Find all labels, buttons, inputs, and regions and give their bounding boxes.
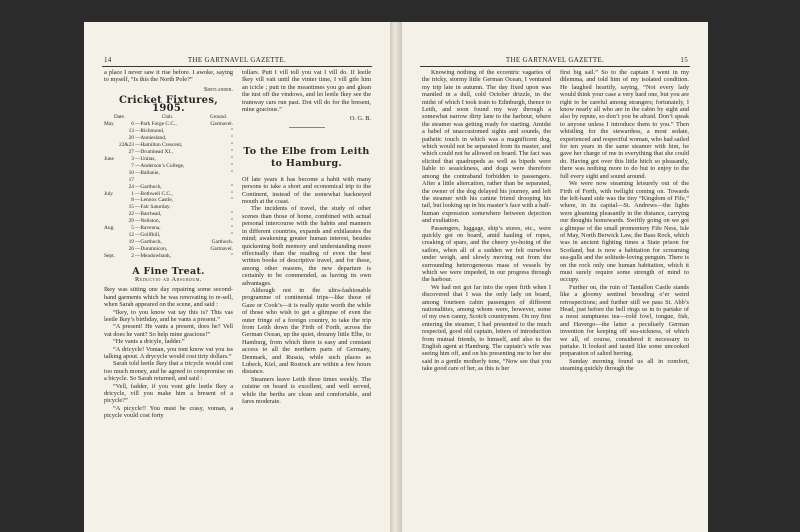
left-column-1 [104, 69, 233, 532]
fixture-month [104, 197, 119, 204]
text-paragraph: “A picycle!! You must be crasy, voman, a picycle vould cost forty [104, 404, 233, 420]
text-paragraph: first big sail.” So to the captain I went in my dilemma, and told him of my isolated condition. He laughed heartily, saying, “Not every lady would think your case a very hard one, but you are right to be careful among strangers; fortunately, I know nearly all who are in the cabin by sight and also by repute, so don’t you be afraid. Don’t speak to anyone unless I introduce them to you.” Then whistling for the stewardess, a most sedate, experienced and respectful woman, who had sailed for ten years in the same steamer with him, he gave her charge of me in everything that she could do. Having got over this little hitch so pleasantly, there was nothing more to do but to enjoy to the full every sight and sound around. [560, 69, 689, 180]
fixture-club: —Ravenna, [134, 225, 161, 232]
right-column-1 [422, 69, 551, 532]
fixture-month: May [104, 121, 114, 128]
signature-shetlander: Shetlander. [203, 85, 233, 93]
left-header-rule [102, 66, 372, 67]
fixture-ground [197, 177, 233, 184]
fixture-row [104, 211, 233, 218]
fixtures-column-headers [104, 114, 233, 121]
fixture-month [104, 218, 119, 225]
fixture-row [104, 142, 233, 149]
text-paragraph: Passengers, luggage, ship’s stores, etc., were quickly got on board, amid hauling of ropes, creaking of spars, and the cheery yo-hoing of the sailors, when all of a sudden we felt ourselves under weigh, and slowly moving out from the surrounding heterogeneous mass of vessels by which we were impeded, in our progress through the harbour. [422, 224, 551, 284]
fixture-month [104, 211, 119, 218]
fixture-ground: ” [230, 218, 233, 225]
left-page-number: 14 [104, 56, 112, 64]
fixture-club: —Drumhead XI., [134, 149, 173, 156]
fixtures-table [104, 121, 233, 259]
text-paragraph: Further on, the ruin of Tantallon Castle stands like a gloomy sentinel brooding o’er weird retrospections; and further still we pass St. Abb’s Head, just before the bell rings us in to partake of a most sumptuous tea—cold fowl, tongue, fish, and Havergo—the latter a peculiarly German invention for keeping off sea-sickness, of which we all, of course, considered it necessary to partake. It looked and tasted like some uncooked preparation of salted herring. [560, 283, 689, 358]
fixture-day: 8 [131, 197, 134, 204]
fixture-row [104, 149, 233, 156]
text-paragraph: We were now steaming leisurely out of the Firth of Forth, with twilight coming on. Towards the left-hand side was the tiny “Kingdom of Fife,” where, in its capital—St. Andrews—the lights were gleaming pleasantly in the distance, carrying our thoughts homewards. Swiftly going on we got a glimpse of the small promontory Fife Ness, Isle of May, North Berwick Law, the Bass Rock, which was in ancient fighting times a State prison for Scotland, but is now a habitation for screaming sea-gulls and the solitude-loving penguin. There is on the rock only one human habitation, which it must surely require some strength of mind to occupy. [560, 180, 689, 284]
fixture-row [104, 128, 233, 135]
fixture-row [104, 156, 233, 163]
elbe-title-line-2: to Hamburg. [270, 157, 343, 169]
fixtures-title: Cricket Fixtures, 1905. [118, 95, 219, 114]
fixture-ground: ” [230, 149, 233, 156]
fixture-ground: ” [230, 231, 233, 238]
fixture-club: —Anniesland, [134, 135, 167, 142]
treat-title: A Fine Treat. [132, 265, 205, 277]
right-page [402, 22, 708, 532]
fixture-ground: ” [230, 135, 233, 142]
fixture-club: —Ballanie, [134, 169, 160, 176]
fixture-club [135, 177, 197, 184]
fixture-ground: ” [230, 197, 233, 204]
left-page [84, 22, 390, 532]
fixture-day: 12 [128, 231, 134, 238]
fixture-day: 7 [131, 162, 134, 169]
fixture-month [104, 204, 119, 211]
text-paragraph: The incidents of travel, the study of other scenes than those of home, combined with actual personal intercourse with the habits and manners in different countries, expands and exhilarates the mind; awakening greater human interest, besides quickening both memory and understanding more effectually than the reading of even the best written books of descriptive travel, and for these, among other reasons, the new departure is certainly to be commended, as having its own advantages. [242, 205, 371, 287]
fixture-day: 26 [128, 245, 134, 252]
fixture-club: —Fair Saturday. [134, 204, 171, 211]
fixture-row [104, 191, 233, 198]
fixture-row [104, 204, 233, 211]
section-divider [289, 127, 325, 128]
text-paragraph: Knowing nothing of the eccentric vagaries of the tricky, stormy little German Ocean, I ventured my trip late in autumn. The day fixed upon was mantled in a dull, cold October drizzle, in the midst of which I took train to Edinburgh, thence to Leith, and soon found my way through a somewhat narrow dirty lane to the harbour, where the steamer was getting ready for starting. Amidst a babel of unaccustomed sights and sounds, the pathetic touch in which was a magnificent dog, which would not be separated from its master, and which could not be allowed on board. The fact was elicited that quadrupeds as well as bipeds were liable to seasickness, and dogs were therefore among the contraband forbidden to passengers. After a little altercation, rather than be separated, the owner of the dog delayed his journey, and left the steamer with his canine friend drooping his tail, but looking up in his master’s face with a half-human expression somewhere between dejection and exultation. [422, 69, 551, 225]
right-column-2 [560, 69, 689, 532]
right-header-rule [420, 66, 690, 67]
text-paragraph: Sarah told leetle Ikey that a tricycle would cost too much money, and he agreed to compromise on a bicycle. So Sarah returned, and said : [104, 360, 233, 383]
fixture-ground: Garthoch. [211, 238, 233, 245]
fixture-club: —Gollfhill, [134, 231, 161, 238]
fixture-club: —Dunmnicon, [134, 245, 168, 252]
fixture-day: 3 [131, 155, 134, 162]
fixture-month [104, 177, 119, 184]
fixture-club: —Meadowbank, [134, 252, 172, 259]
fixture-day: 19 [128, 238, 134, 245]
text-paragraph: Although not in the ultra-fashionable programme of continental trips—like those of Gaze or Cook’s—it is really quite worth the while of those who wish to get a glimpse of even the outer fringe of a foreign country, to take the trip from Leith down the Firth of Forth, across the German Ocean, up the quiet, dreamy little Elbe, to Hamburg, from which there is easy and constant access to all the northern parts of Germany, Denmark, and Russia, while such places as Lubeck, Kiel, and Rostock are within a few hours distance. [242, 286, 371, 376]
fixture-day: 13 [128, 128, 134, 135]
fixture-club: —Lennox Castle, [134, 197, 174, 204]
text-paragraph: a place I never saw it rise before. I awoke, saying to myself, “Is this the North Pole?” [104, 69, 233, 84]
text-paragraph: tollars. Putt I vill toll you vat I vill do. If leetle Ikey vill vait until the vinter time, I vill gife him an icicle ; putt in the meantimes you go and glean the tust off the vindows, and let leetle Ikey see the tramway cars run past. Dot vill do for the bresent, mine gracious.” [242, 69, 371, 114]
elbe-title [242, 146, 371, 170]
fixture-day: 15 [128, 204, 134, 211]
fixture-month: June [104, 155, 114, 162]
fixture-club: —Hamilton Crescent, [134, 142, 183, 149]
right-running-head: THE GARTNAVEL GAZETTE. [505, 56, 605, 64]
fixture-day: 1 [131, 190, 134, 197]
text-paragraph: Steamers leave Leith three times weekly. The cuisine on board is excellent, and well served, while the berths are clean and comfortable, and fares moderate. [242, 375, 371, 406]
fixture-day: 10 [128, 169, 134, 176]
fixture-ground: ” [230, 252, 233, 259]
fixture-row [104, 246, 233, 253]
fixture-ground: ” [230, 211, 233, 218]
fixtures-head-club: Club. [161, 114, 174, 121]
fixture-ground: Gartnavel. [210, 245, 233, 252]
fixture-month [104, 184, 119, 191]
text-paragraph: “A present! He vants a present, does he? Vell vat does he vant? So help mine gracious!” [104, 323, 233, 338]
left-column-2 [242, 69, 371, 532]
fixtures-head-date: Date. [114, 114, 126, 121]
fixture-day: 5 [131, 225, 134, 232]
fixture-club: —Park Forge C.C., [134, 121, 177, 128]
fixture-ground: Gartnavel. [210, 121, 233, 128]
fixture-row [104, 135, 233, 142]
fixture-month [104, 149, 119, 156]
fixture-day: 20 [128, 135, 134, 142]
fixture-ground: ” [230, 190, 233, 197]
fixture-ground: ” [230, 183, 233, 190]
fixture-month [104, 232, 119, 239]
fixture-month [104, 135, 119, 142]
fixture-row [104, 163, 233, 170]
fixture-month [104, 246, 119, 253]
fixture-month [104, 128, 119, 135]
fixture-day: 6 [131, 121, 134, 128]
fixture-day: 22 [128, 211, 134, 218]
text-paragraph: “Vell, fadder, if you vont gife leetle Ikey a dricycle, vill you make him a bresent of a picycle?” [104, 382, 233, 405]
fixture-row [104, 253, 233, 260]
fixture-club: —Garthoch, [134, 238, 162, 245]
fixture-row [104, 232, 233, 239]
fixture-row [104, 225, 233, 232]
elbe-title-line-1: To the Elbe from Leith [243, 145, 370, 157]
fixture-day: 29 [128, 218, 134, 225]
fixture-month [104, 142, 119, 149]
fixture-club: —Neilston, [134, 218, 160, 225]
text-paragraph: Sunday morning found us all in comfort, steaming quickly through the [560, 357, 689, 373]
text-paragraph: “A dricycle! Voman, you tont know vat you iss talking apout. A drycycle would cost tirty dollars.” [104, 345, 233, 361]
fixture-row [104, 239, 233, 246]
fixture-ground: ” [230, 162, 233, 169]
fixture-club: —Garthoch, [134, 183, 162, 190]
text-paragraph: Of late years it has become a habit with many persons to take a short and economical trip to the Continent, instead of the somewhat hackneyed mouth at the coast. [242, 175, 371, 206]
left-running-head: THE GARTNAVEL GAZETTE. [187, 56, 287, 64]
fixture-club: —Unitas, [134, 155, 156, 162]
book-gutter [390, 22, 402, 532]
fixture-ground: ” [230, 142, 233, 149]
fixture-day: 2 [131, 252, 134, 259]
fixture-row [104, 121, 233, 128]
signature-ogb: O. G. B. [349, 115, 371, 123]
fixture-row [104, 218, 233, 225]
text-paragraph: Ikey was sitting one day repairing some second-hand garments which he was renovating to re-sell, when Sarah appeared on the scene, and said : [104, 286, 233, 309]
fixture-ground [197, 204, 233, 211]
fixture-day: 27 [128, 149, 134, 156]
fixture-ground: ” [230, 169, 233, 176]
fixture-month [104, 239, 119, 246]
fixture-row [104, 177, 233, 184]
fixture-club: —Richmond, [134, 128, 165, 135]
fixture-ground: ” [230, 128, 233, 135]
right-page-number: 15 [680, 56, 688, 64]
fixture-row [104, 170, 233, 177]
fixture-month: Aug. [104, 225, 115, 232]
fixture-month: July [104, 190, 113, 197]
text-paragraph: “Ikey, to you know vat tay this is? This vas leetle Ikey’s birthday, and he vants a present.” [104, 308, 233, 323]
fixture-ground: ” [230, 225, 233, 232]
text-paragraph: We had not got far into the open firth when I discovered that I was the only lady on board, among fourteen cabin passengers of different nationalities, among whom were, however, some of my own canny, Scotch countrymen. On my first entering the steamer, I had presented to the much respected, good old captain, letters of introduction from mutual friends, to himself, and also to the English agent at Hamburg. The captain’s wife was seeing him off, and on his presenting me to her she said in a gentle motherly tone, “Now see that you take good care of her, as this is her [422, 283, 551, 373]
fixture-ground: ” [230, 155, 233, 162]
fixture-month [104, 163, 119, 170]
fixture-club: —Barrhead, [134, 211, 162, 218]
fixture-row [104, 184, 233, 191]
fixture-club: —Anderson’s College, [134, 162, 185, 169]
fixture-month [104, 170, 119, 177]
fixture-day: 24 [128, 183, 134, 190]
fixture-club: —Bothwell C.C., [134, 190, 173, 197]
fixtures-head-ground: Ground. [209, 114, 227, 121]
fixture-day: 17 [128, 176, 134, 183]
fixture-day: 22&23 [119, 142, 134, 149]
text-paragraph: “He vants a dricyle, fadder.” [113, 338, 185, 346]
treat-subtitle: Reductio ad Absurdum. [135, 275, 202, 283]
fixture-row [104, 197, 233, 204]
fixture-month: Sept. [104, 252, 115, 259]
